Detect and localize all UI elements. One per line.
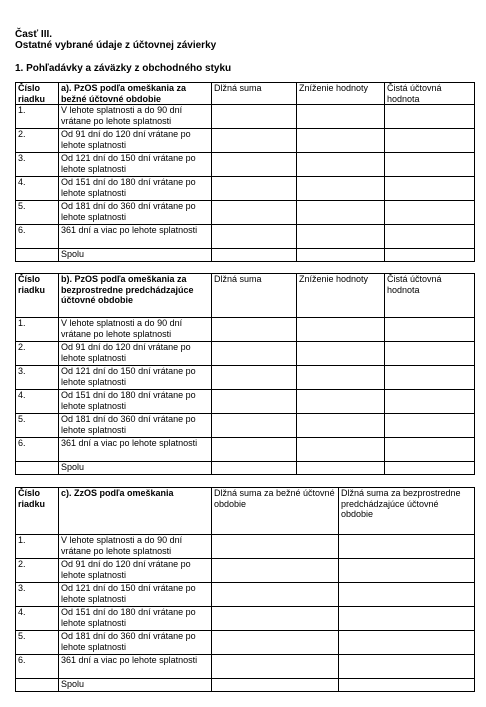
amount-cell — [212, 438, 297, 462]
amount-cell — [339, 607, 475, 631]
amount-cell — [297, 438, 385, 462]
table-row — [16, 318, 475, 342]
table-row — [16, 129, 475, 153]
table-total-row — [16, 679, 475, 692]
part-subtitle: Ostatné vybrané údaje z účtovnej závierky — [15, 40, 217, 51]
amount-cell — [339, 535, 475, 559]
row-description: Od 151 dní do 180 dní vrátane po lehote splatnosti — [59, 390, 212, 414]
row-description: Od 91 dní do 120 dní vrátane po lehote splatnosti — [59, 342, 212, 366]
table-header-row — [16, 83, 475, 105]
amount-cell — [212, 390, 297, 414]
header-description: b). PzOS podľa omeškania za bezprostredne predchádzajúce účtovné obdobie — [59, 274, 212, 318]
table-row — [16, 438, 475, 462]
amount-cell — [297, 201, 385, 225]
table-receivables-previous — [15, 273, 475, 475]
row-number: 4. — [16, 607, 59, 631]
table-row — [16, 655, 475, 679]
row-number: 4. — [16, 177, 59, 201]
amount-cell — [212, 607, 339, 631]
table-row — [16, 631, 475, 655]
amount-cell — [212, 105, 297, 129]
amount-cell — [212, 631, 339, 655]
table-row — [16, 153, 475, 177]
row-description: V lehote splatnosti a do 90 dní vrátane po lehote splatnosti — [59, 105, 212, 129]
table-row — [16, 105, 475, 129]
amount-cell — [385, 129, 475, 153]
amount-cell — [212, 462, 297, 475]
amount-cell — [339, 583, 475, 607]
header-row-number: Číslo riadku — [16, 274, 59, 318]
table-header-row — [16, 488, 475, 535]
row-number: 5. — [16, 414, 59, 438]
amount-cell — [297, 342, 385, 366]
amount-cell — [385, 438, 475, 462]
header-net-value: Čistá účtovná hodnota — [385, 274, 475, 318]
amount-cell — [297, 318, 385, 342]
table-row — [16, 535, 475, 559]
amount-cell — [212, 559, 339, 583]
row-description: 361 dní a viac po lehote splatnosti — [59, 438, 212, 462]
amount-cell — [212, 129, 297, 153]
row-number: 1. — [16, 318, 59, 342]
header-row-number: Číslo riadku — [16, 488, 59, 535]
amount-cell — [339, 679, 475, 692]
row-description: Od 181 dní do 360 dní vrátane po lehote splatnosti — [59, 414, 212, 438]
table-row — [16, 342, 475, 366]
amount-cell — [385, 318, 475, 342]
amount-cell — [212, 225, 297, 249]
table-row — [16, 201, 475, 225]
amount-cell — [297, 390, 385, 414]
amount-cell — [385, 153, 475, 177]
amount-cell — [339, 655, 475, 679]
row-description: Od 121 dní do 150 dní vrátane po lehote splatnosti — [59, 366, 212, 390]
row-description: Od 181 dní do 360 dní vrátane po lehote splatnosti — [59, 631, 212, 655]
table-row — [16, 225, 475, 249]
amount-cell — [212, 535, 339, 559]
row-number — [16, 249, 59, 262]
table-row — [16, 583, 475, 607]
table-row — [16, 177, 475, 201]
amount-cell — [212, 414, 297, 438]
row-number: 6. — [16, 225, 59, 249]
row-number: 5. — [16, 631, 59, 655]
amount-cell — [212, 249, 297, 262]
amount-cell — [297, 177, 385, 201]
total-label: Spolu — [59, 679, 212, 692]
row-number — [16, 462, 59, 475]
row-number: 2. — [16, 129, 59, 153]
amount-cell — [297, 366, 385, 390]
row-number: 2. — [16, 559, 59, 583]
row-description: Od 181 dní do 360 dní vrátane po lehote splatnosti — [59, 201, 212, 225]
header-impairment: Zníženie hodnoty — [297, 274, 385, 318]
amount-cell — [212, 153, 297, 177]
header-impairment: Zníženie hodnoty — [297, 83, 385, 105]
row-number: 5. — [16, 201, 59, 225]
row-description: 361 dní a viac po lehote splatnosti — [59, 655, 212, 679]
amount-cell — [297, 105, 385, 129]
amount-cell — [385, 462, 475, 475]
row-description: Od 121 dní do 150 dní vrátane po lehote splatnosti — [59, 583, 212, 607]
amount-cell — [385, 249, 475, 262]
row-number: 3. — [16, 583, 59, 607]
amount-cell — [212, 318, 297, 342]
amount-cell — [212, 583, 339, 607]
amount-cell — [339, 631, 475, 655]
amount-cell — [385, 201, 475, 225]
total-label: Spolu — [59, 249, 212, 262]
row-number: 3. — [16, 366, 59, 390]
header-amount-due: Dlžná suma — [212, 83, 297, 105]
row-number: 1. — [16, 535, 59, 559]
total-label: Spolu — [59, 462, 212, 475]
header-description: a). PzOS podľa omeškania za bežné účtovné obdobie — [59, 83, 212, 105]
header-row-number: Číslo riadku — [16, 83, 59, 105]
header-amount-due: Dlžná suma — [212, 274, 297, 318]
row-description: 361 dní a viac po lehote splatnosti — [59, 225, 212, 249]
section-title: 1. Pohľadávky a záväzky z obchodného styku — [15, 63, 232, 74]
part-title: Časť III. — [15, 29, 53, 40]
row-number: 6. — [16, 655, 59, 679]
amount-cell — [297, 129, 385, 153]
table-receivables-current — [15, 82, 475, 262]
amount-cell — [385, 105, 475, 129]
amount-cell — [212, 177, 297, 201]
amount-cell — [339, 559, 475, 583]
amount-cell — [385, 414, 475, 438]
row-description: Od 151 dní do 180 dní vrátane po lehote splatnosti — [59, 607, 212, 631]
amount-cell — [385, 342, 475, 366]
row-description: Od 91 dní do 120 dní vrátane po lehote splatnosti — [59, 129, 212, 153]
row-number: 6. — [16, 438, 59, 462]
amount-cell — [212, 342, 297, 366]
table-row — [16, 390, 475, 414]
row-number: 1. — [16, 105, 59, 129]
row-description: Od 151 dní do 180 dní vrátane po lehote splatnosti — [59, 177, 212, 201]
amount-cell — [212, 366, 297, 390]
header-amount-current: Dlžná suma za bežné účtovné obdobie — [212, 488, 339, 535]
amount-cell — [212, 655, 339, 679]
table-total-row — [16, 249, 475, 262]
header-description: c). ZzOS podľa omeškania — [59, 488, 212, 535]
row-number: 3. — [16, 153, 59, 177]
amount-cell — [297, 153, 385, 177]
row-description: V lehote splatnosti a do 90 dní vrátane po lehote splatnosti — [59, 318, 212, 342]
header-amount-previous: Dlžná suma za bezprostredne predchádzajúce účtovné obdobie — [339, 488, 475, 535]
row-description: V lehote splatnosti a do 90 dní vrátane po lehote splatnosti — [59, 535, 212, 559]
row-number: 4. — [16, 390, 59, 414]
amount-cell — [297, 462, 385, 475]
row-number — [16, 679, 59, 692]
table-row — [16, 366, 475, 390]
amount-cell — [297, 414, 385, 438]
amount-cell — [385, 366, 475, 390]
table-row — [16, 607, 475, 631]
amount-cell — [297, 225, 385, 249]
amount-cell — [385, 177, 475, 201]
table-row — [16, 559, 475, 583]
row-number: 2. — [16, 342, 59, 366]
header-net-value: Čistá účtovná hodnota — [385, 83, 475, 105]
amount-cell — [212, 201, 297, 225]
amount-cell — [385, 225, 475, 249]
amount-cell — [297, 249, 385, 262]
table-total-row — [16, 462, 475, 475]
row-description: Od 121 dní do 150 dní vrátane po lehote splatnosti — [59, 153, 212, 177]
table-payables — [15, 487, 475, 692]
amount-cell — [212, 679, 339, 692]
table-row — [16, 414, 475, 438]
table-header-row — [16, 274, 475, 318]
row-description: Od 91 dní do 120 dní vrátane po lehote splatnosti — [59, 559, 212, 583]
amount-cell — [385, 390, 475, 414]
